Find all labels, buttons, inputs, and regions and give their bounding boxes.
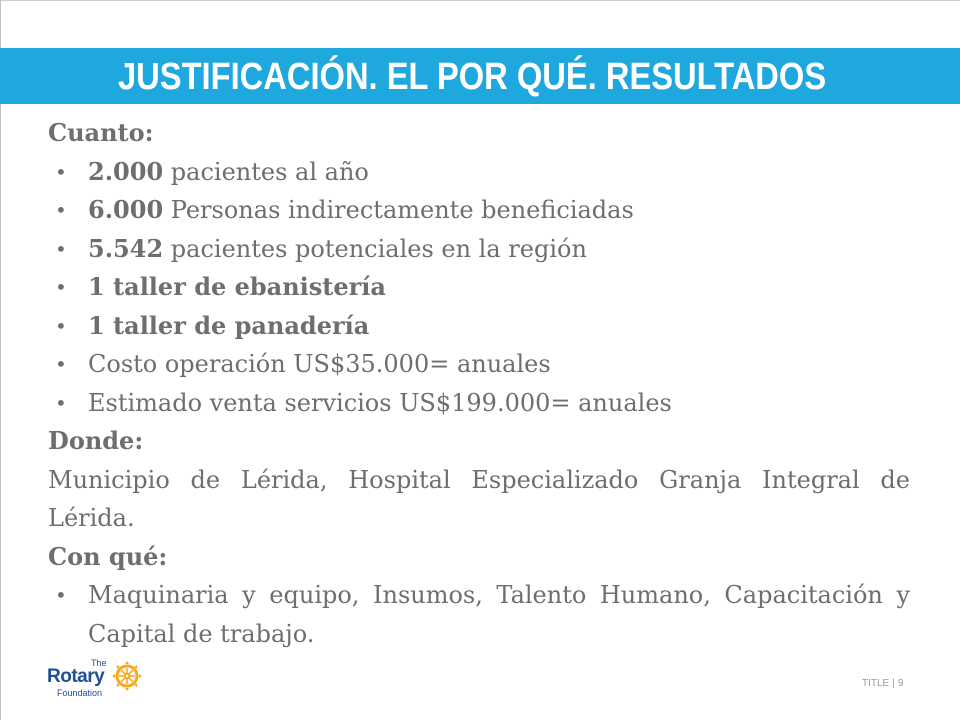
- conque-heading: Con qué:: [48, 541, 168, 571]
- bullet-icon: •: [55, 275, 67, 299]
- bullet-icon: •: [55, 159, 67, 184]
- cuanto-heading: Cuanto:: [48, 118, 154, 147]
- item-value: 1 taller de ebanistería: [88, 272, 386, 301]
- rotary-wheel-icon: [111, 660, 143, 692]
- list-item: [48, 268, 910, 307]
- slide-title: JUSTIFICACIÓN. EL POR QUÉ. RESULTADOS: [118, 56, 827, 98]
- page-footer: [862, 678, 903, 689]
- slide-body: [48, 114, 910, 653]
- footer-separator: |: [892, 678, 895, 689]
- list-item: [48, 576, 910, 653]
- logo-rotary-text: Rotary: [47, 666, 105, 687]
- list-item: [48, 191, 910, 230]
- item-text: pacientes potenciales en la región: [163, 234, 587, 263]
- bullet-icon: •: [55, 583, 67, 607]
- page-number: 9: [897, 678, 904, 689]
- bullet-icon: •: [55, 313, 67, 338]
- bullet-icon: •: [55, 390, 67, 415]
- list-item: [48, 153, 910, 192]
- item-text: Personas indirectamente beneficiadas: [163, 196, 634, 224]
- item-value: 6.000: [88, 195, 164, 224]
- cuanto-list: [48, 153, 910, 423]
- left-border: [0, 0, 1, 720]
- conque-list: [48, 576, 910, 653]
- rotary-foundation-logo: [44, 656, 148, 700]
- logo-the-text: The: [91, 658, 107, 668]
- footer-title: TITLE: [862, 678, 890, 689]
- list-item: [48, 307, 910, 346]
- bullet-icon: •: [55, 236, 67, 261]
- list-item: [48, 384, 910, 423]
- list-item: [48, 345, 910, 384]
- item-text: Maquinaria y equipo, Insumos, Talento Humano, Capacitación y Capital de trabajo.: [88, 581, 910, 648]
- donde-heading: Donde:: [48, 426, 144, 455]
- logo-foundation-text: Foundation: [57, 688, 103, 698]
- donde-text: Municipio de Lérida, Hospital Especializado Granja Integral de Lérida.: [48, 465, 910, 532]
- list-item: [48, 230, 910, 269]
- item-text: Costo operación US$35.000= anuales: [88, 350, 551, 378]
- item-text: pacientes al año: [163, 157, 369, 186]
- bullet-icon: •: [55, 352, 67, 376]
- item-text: Estimado venta servicios US$199.000= anuales: [88, 388, 672, 417]
- item-value: 1 taller de panadería: [88, 310, 370, 340]
- item-value: 5.542: [88, 233, 164, 263]
- top-border: [0, 0, 960, 1]
- item-value: 2.000: [88, 156, 164, 186]
- bullet-icon: •: [55, 198, 67, 222]
